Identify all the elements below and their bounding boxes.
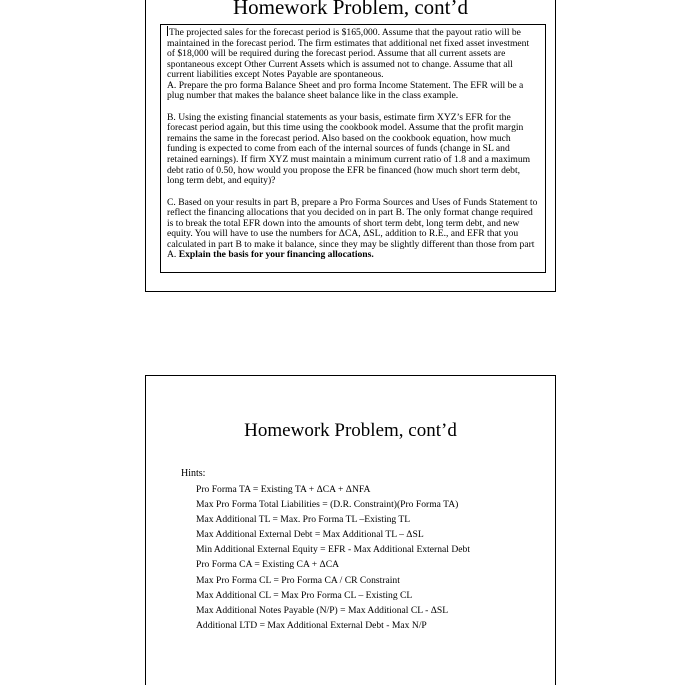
hint-item: Max Additional CL = Max Pro Forma CL – Existing CL bbox=[196, 589, 413, 601]
problem-intro: The projected sales for the forecast period is $165,000. Assume that the payout ratio will be maintained in the forecast period. The firm estimates that additional net fixed asset investment of $18,000 will be required during the forecast period. Assume that all current assets are spontaneous except Other Current Assets which is assumed not to change. Assume that all current liabilities except Notes Payable are spontaneous. bbox=[167, 27, 530, 81]
hints-label: Hints: bbox=[181, 468, 206, 479]
hint-item: Max Additional TL = Max. Pro Forma TL –Existing TL bbox=[196, 514, 411, 526]
part-c: C. Based on your results in part B, prepare a Pro Forma Sources and Uses of Funds Statement to reflect the financing allocations that you decided on in part B. The only format change required is to break the total EFR down into the amounts of short term debt, long term debt, and new equity. You will have to use the numbers for ΔCA, ΔSL, addition to R.E., and EFR that you calculated in part B to make it balance, since they may be slightly different than those from part A. Explain the basis for your financing allocations. bbox=[167, 196, 538, 261]
part-c-emphasis: Explain the basis for your financing allocations. bbox=[178, 249, 374, 261]
text-cursor bbox=[167, 26, 168, 36]
part-b: B. Using the existing financial statements as your basis, estimate firm XYZ’s EFR for the forecast period again, but this time using the cookbook model. Assume that the profit margin remains the same in the forecast period. Also based on the cookbook equation, how much funding is expected to come from each of the internal sources of funds (change in SL and retained earnings). If firm XYZ must maintain a minimum current ratio of 1.8 and a maximum debt ratio of 0.50, how would you propose the EFR be financed (how much short term debt, long term debt, and equity)? bbox=[167, 111, 531, 187]
hint-item: Max Pro Forma CL = Pro Forma CA / CR Constraint bbox=[196, 574, 400, 586]
hint-item: Pro Forma TA = Existing TA + ΔCA + ΔNFA bbox=[196, 484, 371, 495]
hint-list bbox=[196, 482, 470, 633]
hint-item: Pro Forma CA = Existing CA + ΔCA bbox=[196, 559, 340, 571]
part-a: A. Prepare the pro forma Balance Sheet and pro forma Income Statement. The EFR will be a plug number that makes the balance sheet balance like in the class example. bbox=[167, 79, 524, 102]
slide-1-title: Homework Problem, cont’d bbox=[232, 0, 469, 19]
slide-2-title: Homework Problem, cont’d bbox=[244, 420, 457, 441]
problem-text-box bbox=[160, 24, 546, 273]
slide-2 bbox=[145, 375, 556, 685]
hint-item: Max Pro Forma Total Liabilities = (D.R. Constraint)(Pro Forma TA) bbox=[196, 499, 459, 511]
slide-1 bbox=[145, 0, 556, 292]
hint-item: Min Additional External Equity = EFR - Max Additional External Debt bbox=[196, 544, 470, 556]
hint-item: Max Additional Notes Payable (N/P) = Max Additional CL - ΔSL bbox=[196, 604, 449, 616]
hint-item: Max Additional External Debt = Max Additional TL – ΔSL bbox=[196, 529, 424, 541]
hint-item: Additional LTD = Max Additional External Debt - Max N/P bbox=[196, 619, 427, 631]
